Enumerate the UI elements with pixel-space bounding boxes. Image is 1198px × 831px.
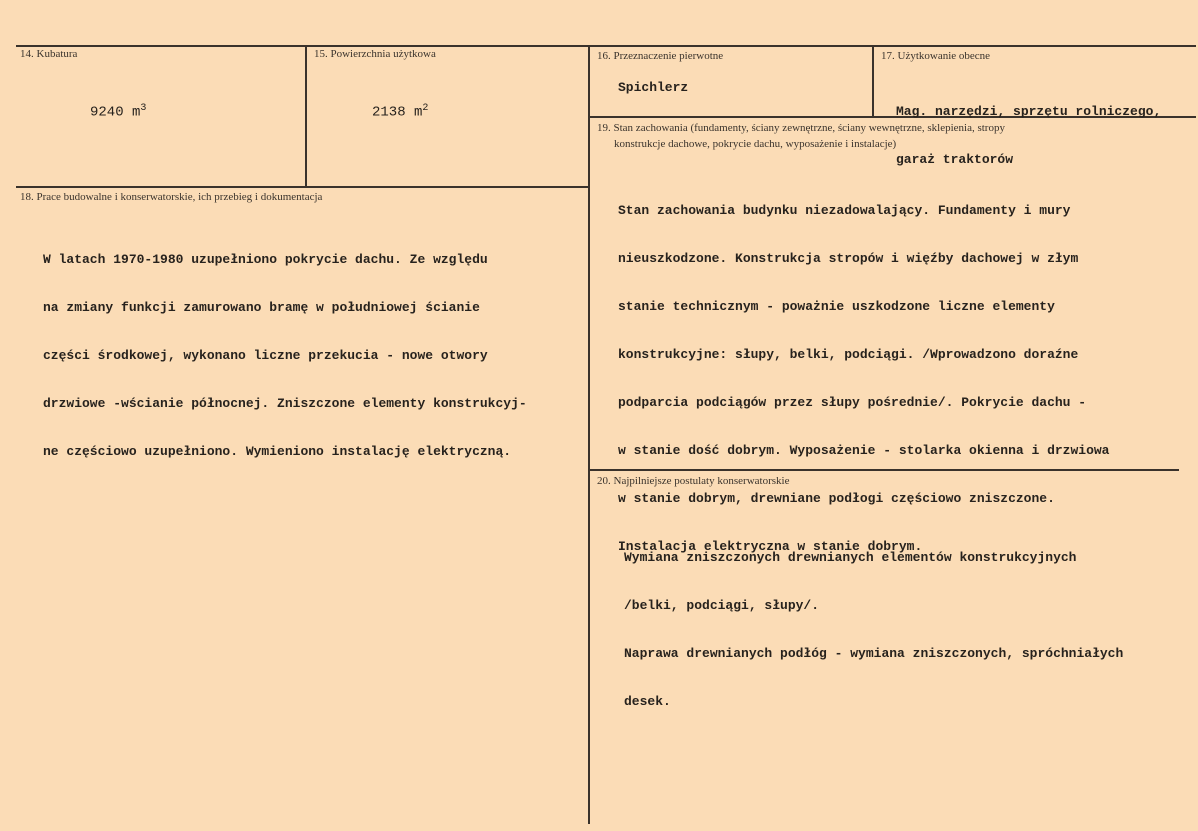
text-line: garaż traktorów [896, 152, 1014, 167]
text-line: w stanie dobrym, drewniane podłogi częściowo zniszczone. [618, 491, 1055, 506]
field-20-text [624, 518, 1123, 742]
field-19-label-line2: konstrukcje dachowe, pokrycie dachu, wyposażenie i instalacje) [614, 138, 897, 150]
field-20-label: 20. Najpilniejsze postulaty konserwatorskie [597, 475, 790, 487]
text-line: desek. [624, 694, 671, 709]
text-line: nieuszkodzone. Konstrukcja stropów i więźby dachowej w złym [618, 251, 1079, 266]
text-line: na zmiany funkcji zamurowano bramę w południowej ścianie [43, 300, 480, 315]
text-line: stanie technicznym - poważnie uszkodzone liczne elementy [618, 299, 1055, 314]
divider-14-15 [305, 45, 307, 187]
field-18-label: 18. Prace budowalne i konserwatorskie, ich przebieg i dokumentacja [20, 191, 323, 203]
area-value: 2138 m [372, 104, 423, 121]
area-exponent: 2 [422, 103, 429, 114]
cubature-exponent: 3 [140, 103, 147, 114]
text-line: Mag. narzędzi, sprzętu rolniczego, [896, 104, 1162, 119]
text-line: /belki, podciągi, słupy/. [624, 598, 820, 613]
text-line: Instalacja elektryczna w stanie dobrym. [618, 539, 923, 554]
text-line: konstrukcyjne: słupy, belki, podciągi. /Wprowadzono doraźne [618, 347, 1079, 362]
text-line: ne częściowo uzupełniono. Wymieniono instalację elektryczną. [43, 444, 512, 459]
cubature-value: 9240 m [90, 104, 141, 121]
field-17-label: 17. Użytkowanie obecne [881, 50, 991, 62]
field-16-label: 16. Przeznaczenie pierwotne [597, 50, 724, 62]
text-line: Wymiana zniszczonych drewnianych elementów konstrukcyjnych [624, 550, 1077, 565]
field-15-label: 15. Powierzchnia użytkowa [314, 48, 436, 60]
text-line: części środkowej, wykonano liczne przekucia - nowe otwory [43, 348, 488, 363]
text-line: Stan zachowania budynku niezadowalający. Fundamenty i mury [618, 203, 1071, 218]
text-line: podparcia podciągów przez słupy pośrednie/. Pokrycie dachu - [618, 395, 1087, 410]
divider-under-14-15 [16, 186, 588, 188]
field-19-label-line1: 19. Stan zachowania (fundamenty, ściany zewnętrzne, ściany wewnętrzne, sklepienia, stropy [597, 122, 1005, 134]
field-14-label: 14. Kubatura [20, 48, 78, 60]
divider-16-17 [872, 45, 874, 116]
text-line: W latach 1970-1980 uzupełniono pokrycie dachu. Ze względu [43, 252, 488, 267]
text-line: Naprawa drewnianych podłóg - wymiana zniszczonych, spróchniałych [624, 646, 1124, 661]
text-line: w stanie dość dobrym. Wyposażenie - stolarka okienna i drzwiowa [618, 443, 1110, 458]
top-border [16, 45, 1196, 47]
field-18-text [43, 220, 527, 492]
field-14-value [90, 103, 146, 121]
field-16-value: Spichlerz [618, 80, 689, 95]
field-15-value [372, 103, 428, 121]
text-line: drzwiowe -wścianie północnej. Zniszczone elementy konstrukcyj- [43, 396, 527, 411]
main-vertical-divider [588, 45, 590, 824]
